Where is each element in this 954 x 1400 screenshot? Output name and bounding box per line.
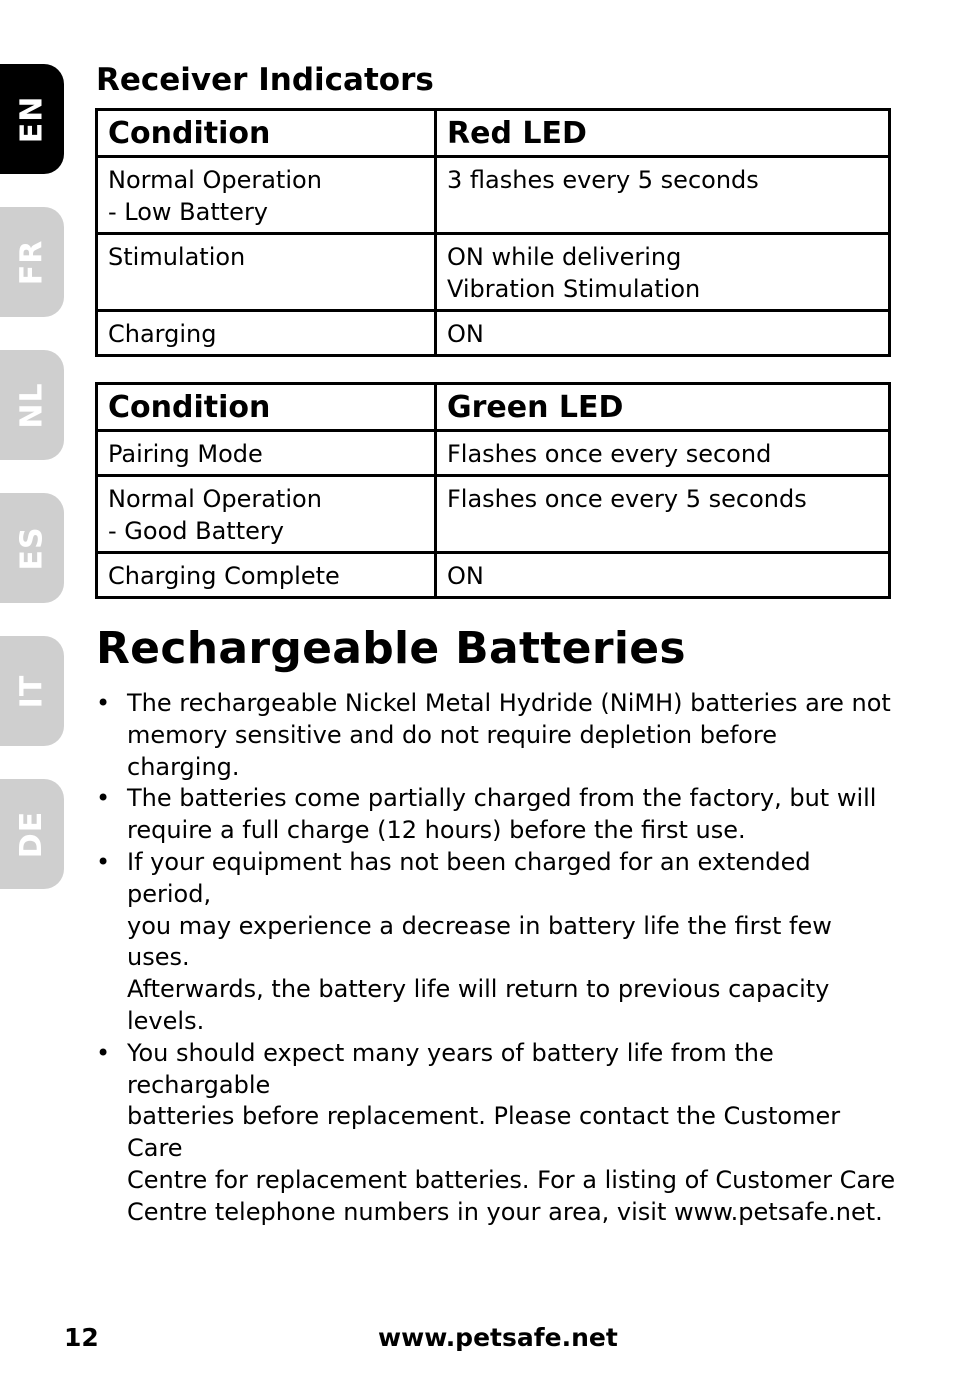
- footer-url: www.petsafe.net: [378, 1323, 618, 1352]
- table-row: [97, 431, 890, 476]
- cell-line: Pairing Mode: [108, 440, 263, 468]
- list-item-line: Centre for replacement batteries. For a listing of Customer Care: [127, 1165, 896, 1194]
- language-tab-label: DE: [14, 810, 50, 858]
- list-item: [96, 847, 896, 1038]
- condition-header: Condition: [97, 384, 436, 431]
- list-item: [96, 783, 896, 847]
- language-tab-label: FR: [14, 239, 50, 285]
- language-tab-fr[interactable]: [0, 207, 64, 317]
- cell-line: - Low Battery: [108, 198, 269, 226]
- table-row: [97, 476, 890, 553]
- page-number: 12: [64, 1323, 99, 1352]
- language-tab-it[interactable]: [0, 636, 64, 746]
- red-led-table: [95, 108, 891, 357]
- cell-line: 3 flashes every 5 seconds: [447, 166, 759, 194]
- cell-line: Charging Complete: [108, 562, 340, 590]
- condition-cell: [97, 234, 436, 311]
- cell-line: ON: [447, 562, 484, 590]
- list-item-line: Centre telephone numbers in your area, visit www.petsafe.net.: [127, 1197, 883, 1226]
- led-cell: [436, 553, 890, 598]
- table-header-row: [97, 110, 890, 157]
- condition-cell: [97, 431, 436, 476]
- list-item-line: You should expect many years of battery life from the rechargable: [127, 1038, 774, 1099]
- language-tab-label: ES: [14, 525, 50, 571]
- condition-cell: [97, 157, 436, 234]
- language-tab-nl[interactable]: [0, 350, 64, 460]
- led-cell: [436, 431, 890, 476]
- battery-info-list: [96, 688, 896, 1229]
- list-item-line: memory sensitive and do not require depletion before charging.: [127, 720, 777, 781]
- cell-line: ON: [447, 320, 484, 348]
- led-cell: [436, 234, 890, 311]
- cell-line: Stimulation: [108, 243, 246, 271]
- cell-line: Vibration Stimulation: [447, 275, 701, 303]
- language-tab-de[interactable]: [0, 779, 64, 889]
- language-tab-label: IT: [14, 674, 50, 708]
- table-header-row: [97, 384, 890, 431]
- condition-cell: [97, 553, 436, 598]
- language-tab-en[interactable]: [0, 64, 64, 174]
- list-item-line: batteries before replacement. Please contact the Customer Care: [127, 1102, 841, 1163]
- red-led-header: Red LED: [436, 110, 890, 157]
- green-led-header: Green LED: [436, 384, 890, 431]
- cell-line: Charging: [108, 320, 217, 348]
- list-item: [96, 1038, 896, 1229]
- table-row: [97, 234, 890, 311]
- language-tab-label: EN: [14, 95, 50, 143]
- led-cell: [436, 476, 890, 553]
- cell-line: Flashes once every 5 seconds: [447, 485, 807, 513]
- list-item-line: Afterwards, the battery life will return to previous capacity levels.: [127, 975, 830, 1035]
- rechargeable-batteries-heading: Rechargeable Batteries: [96, 623, 686, 674]
- bullet-icon: •: [96, 784, 111, 813]
- led-cell: [436, 157, 890, 234]
- cell-line: Normal Operation: [108, 485, 322, 513]
- green-led-table: [95, 382, 891, 599]
- condition-header: Condition: [97, 110, 436, 157]
- bullet-icon: •: [96, 1038, 111, 1067]
- language-tab-label: NL: [14, 381, 50, 429]
- led-cell: [436, 311, 890, 356]
- list-item-line: require a full charge (12 hours) before the first use.: [127, 816, 746, 845]
- condition-cell: [97, 311, 436, 356]
- receiver-indicators-heading: Receiver Indicators: [96, 62, 434, 98]
- cell-line: ON while delivering: [447, 243, 682, 271]
- cell-line: Flashes once every second: [447, 440, 772, 468]
- condition-cell: [97, 476, 436, 553]
- table-row: [97, 157, 890, 234]
- table-row: [97, 311, 890, 356]
- list-item: [96, 688, 896, 783]
- language-tab-es[interactable]: [0, 493, 64, 603]
- list-item-line: If your equipment has not been charged for an extended period,: [127, 847, 811, 908]
- list-item-line: you may experience a decrease in battery life the first few uses.: [127, 911, 832, 972]
- bullet-icon: •: [96, 689, 111, 717]
- cell-line: Normal Operation: [108, 166, 322, 194]
- table-row: [97, 553, 890, 598]
- cell-line: - Good Battery: [108, 517, 284, 545]
- list-item-line: The batteries come partially charged from the factory, but will: [127, 784, 877, 813]
- bullet-icon: •: [96, 847, 111, 876]
- list-item-line: The rechargeable Nickel Metal Hydride (NiMH) batteries are not: [127, 689, 891, 717]
